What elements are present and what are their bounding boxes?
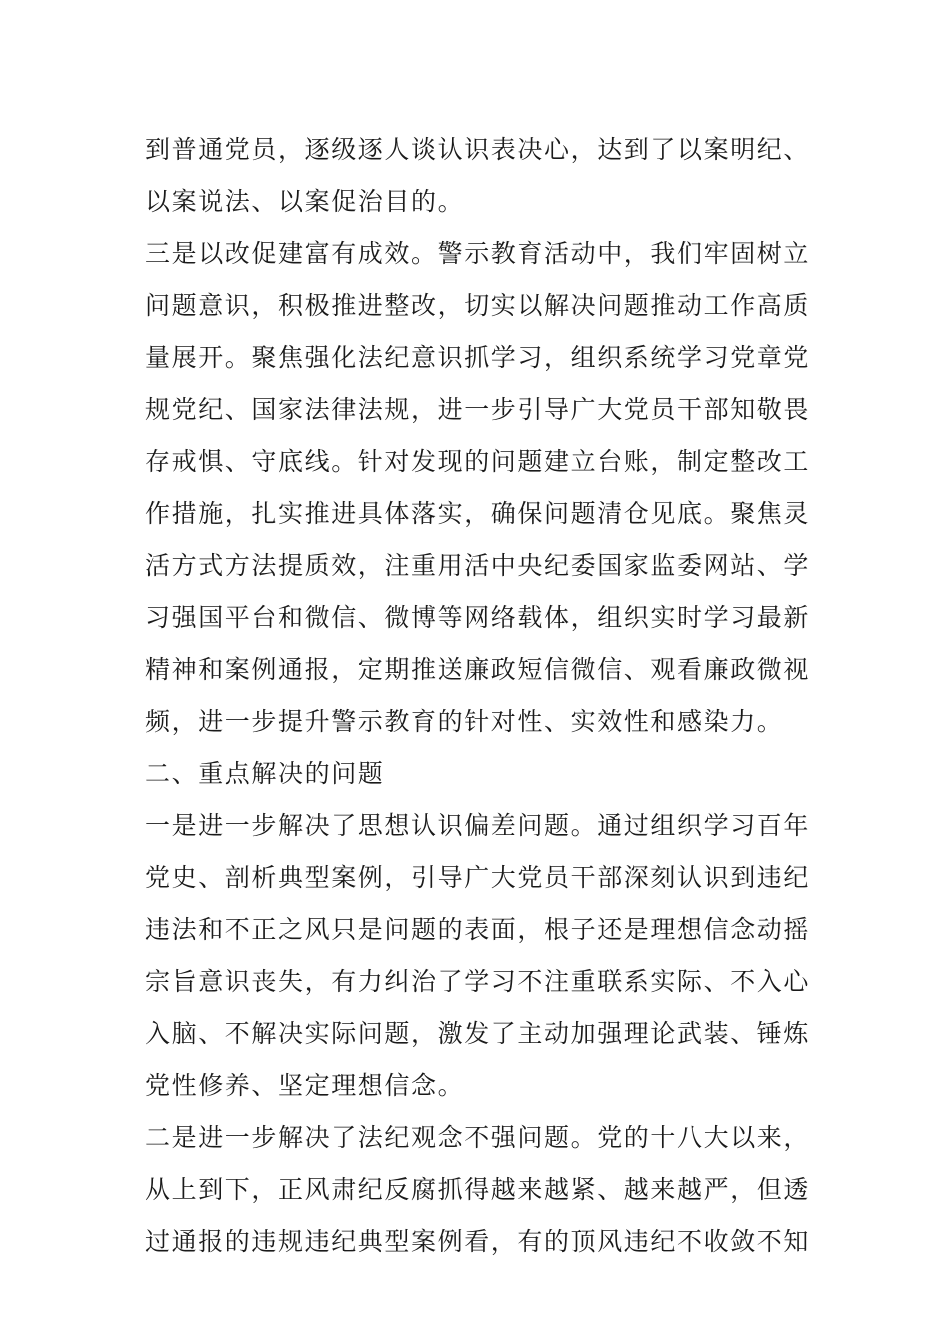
text-line-12: 频，进一步提升警示教育的针对性、实效性和感染力。 [145,707,784,736]
text-line-8: 作措施，扎实推进具体落实，确保问题清仓见底。聚焦灵 [145,499,811,528]
text-line-21: 从上到下，正风肃纪反腐抓得越来越紧、越来越严，但透 [145,1175,811,1204]
text-line-7: 存戒惧、守底线。针对发现的问题建立台账，制定整改工 [145,447,811,476]
text-line-18: 入脑、不解决实际问题，激发了主动加强理论武装、锤炼 [145,1019,811,1048]
text-line-14: 一是进一步解决了思想认识偏差问题。通过组织学习百年 [145,811,811,840]
section-heading: 二、重点解决的问题 [145,759,385,788]
text-line-4: 问题意识，积极推进整改，切实以解决问题推动工作高质 [145,291,811,320]
text-line-5: 量展开。聚焦强化法纪意识抓学习，组织系统学习党章党 [145,343,811,372]
text-line-20: 二是进一步解决了法纪观念不强问题。党的十八大以来， [145,1123,811,1152]
text-line-10: 习强国平台和微信、微博等网络载体，组织实时学习最新 [145,603,811,632]
text-line-17: 宗旨意识丧失，有力纠治了学习不注重联系实际、不入心 [145,967,811,996]
text-line-22: 过通报的违规违纪典型案例看，有的顶风违纪不收敛不知 [145,1227,811,1256]
text-line-2: 以案说法、以案促治目的。 [145,187,465,216]
text-line-16: 违法和不正之风只是问题的表面，根子还是理想信念动摇 [145,915,811,944]
text-line-15: 党史、剖析典型案例，引导广大党员干部深刻认识到违纪 [145,863,811,892]
text-line-9: 活方式方法提质效，注重用活中央纪委国家监委网站、学 [145,551,811,580]
text-line-11: 精神和案例通报，定期推送廉政短信微信、观看廉政微视 [145,655,811,684]
text-line-1: 到普通党员，逐级逐人谈认识表决心，达到了以案明纪、 [145,135,811,164]
text-line-3: 三是以改促建富有成效。警示教育活动中，我们牢固树立 [145,239,811,268]
text-line-19: 党性修养、坚定理想信念。 [145,1071,465,1100]
text-line-6: 规党纪、国家法律法规，进一步引导广大党员干部知敬畏 [145,395,811,424]
